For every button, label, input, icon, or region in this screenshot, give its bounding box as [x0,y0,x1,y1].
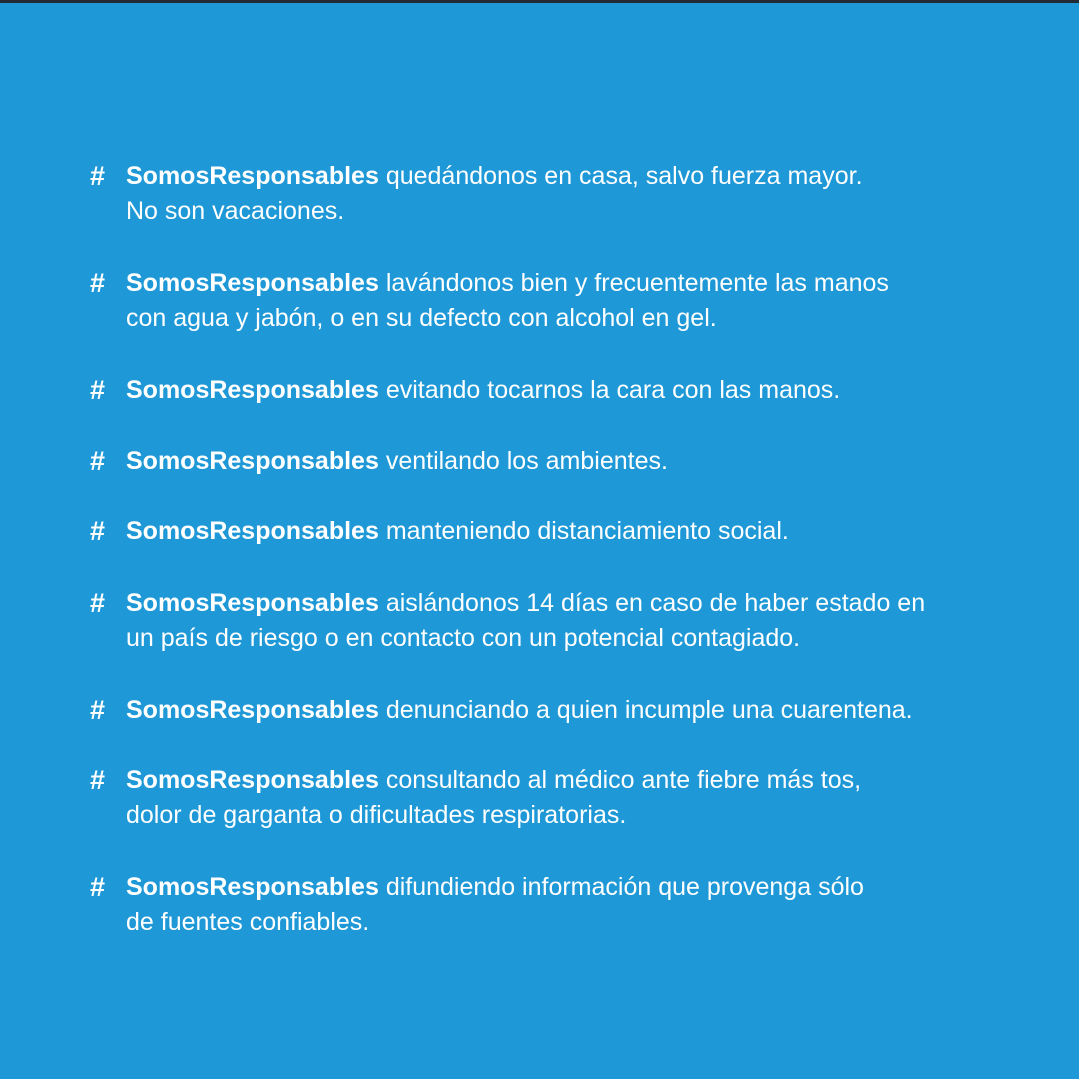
item-text: ventilando los ambientes. [385,447,668,475]
item-text: quedándonos en casa, salvo fuerza mayor. [385,162,863,190]
hashtag-icon: # [90,516,106,546]
hashtag-icon: # [90,588,106,618]
item-text: manteniendo distanciamiento social. [385,517,789,545]
item-first-line [126,693,913,728]
item-first-line [126,159,863,194]
item-first-line [126,266,889,301]
item-first-line [126,586,925,621]
hashtag-icon: # [90,268,106,298]
item-second-line: dolor de garganta o dificultades respiratorias. [126,801,627,829]
item-text: aislándonos 14 días en caso de haber estado en [385,589,926,617]
hashtag-label: SomosResponsables [126,269,379,297]
hashtag-icon: # [90,375,106,405]
hashtag-label: SomosResponsables [126,696,379,724]
item-first-line [126,373,840,408]
item-first-line [126,514,789,549]
hashtag-icon: # [90,765,106,795]
item-text: denunciando a quien incumple una cuarentena. [385,696,913,724]
hashtag-label: SomosResponsables [126,447,379,475]
hashtag-label: SomosResponsables [126,766,379,794]
hashtag-label: SomosResponsables [126,589,379,617]
item-text: consultando al médico ante fiebre más tos, [385,766,862,794]
hashtag-label: SomosResponsables [126,162,379,190]
hashtag-label: SomosResponsables [126,517,379,545]
hashtag-icon: # [90,161,106,191]
hashtag-icon: # [90,446,106,476]
item-text: lavándonos bien y frecuentemente las manos [385,269,889,297]
item-second-line: un país de riesgo o en contacto con un potencial contagiado. [126,624,801,652]
hashtag-label: SomosResponsables [126,873,379,901]
item-second-line: con agua y jabón, o en su defecto con alcohol en gel. [126,304,717,332]
item-first-line [126,444,668,479]
item-second-line: de fuentes confiables. [126,908,370,936]
item-text: difundiendo información que provenga sólo [385,873,864,901]
item-first-line [126,870,864,905]
hashtag-label: SomosResponsables [126,376,379,404]
item-second-line: No son vacaciones. [126,197,345,225]
hashtag-icon: # [90,872,106,902]
item-text: evitando tocarnos la cara con las manos. [385,376,841,404]
item-first-line [126,763,861,798]
hashtag-icon: # [90,695,106,725]
